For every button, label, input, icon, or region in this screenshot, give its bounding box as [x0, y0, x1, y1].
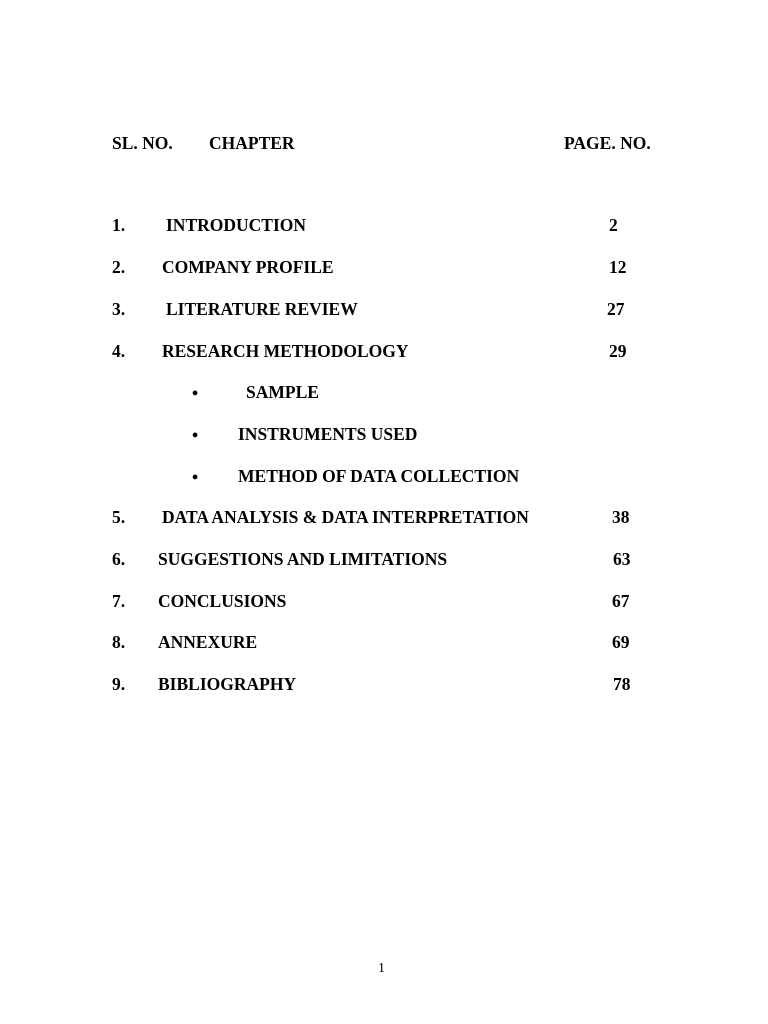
entry-number: 1.: [112, 215, 126, 235]
entry-title: COMPANY PROFILE: [162, 257, 334, 277]
entry-number: 6.: [112, 549, 126, 569]
entry-number: 9.: [112, 674, 126, 694]
entry-number: 7.: [112, 591, 126, 611]
entry-page: 78: [613, 674, 631, 694]
header-sl-no: SL. NO.: [112, 133, 173, 153]
entry-page: 67: [612, 591, 630, 611]
entry-page: 69: [612, 632, 630, 652]
entry-page: 29: [609, 341, 627, 361]
entry-page: 63: [613, 549, 631, 569]
entry-number: 5.: [112, 507, 126, 527]
entry-number: 8.: [112, 632, 126, 652]
entry-title: BIBLIOGRAPHY: [158, 674, 297, 694]
entry-number: 3.: [112, 299, 126, 319]
bullet-icon: •: [192, 383, 199, 403]
entry-page: 38: [612, 507, 630, 527]
entry-page: 2: [609, 215, 618, 235]
entry-title: LITERATURE REVIEW: [166, 299, 358, 319]
entry-page: 12: [609, 257, 627, 277]
subitem-label: SAMPLE: [246, 382, 319, 402]
entry-title: ANNEXURE: [158, 632, 258, 652]
header-chapter: CHAPTER: [209, 133, 295, 153]
subitem-label: INSTRUMENTS USED: [238, 424, 418, 444]
subitem-label: METHOD OF DATA COLLECTION: [238, 466, 520, 486]
header-page-no: PAGE. NO.: [564, 133, 651, 153]
entry-title: SUGGESTIONS AND LIMITATIONS: [158, 549, 448, 569]
entry-title: INTRODUCTION: [166, 215, 307, 235]
entry-title: CONCLUSIONS: [158, 591, 287, 611]
entry-number: 2.: [112, 257, 126, 277]
entry-number: 4.: [112, 341, 126, 361]
entry-title: RESEARCH METHODOLOGY: [162, 341, 409, 361]
entry-page: 27: [607, 299, 625, 319]
footer-page-number: 1: [378, 961, 385, 976]
bullet-icon: •: [192, 425, 199, 445]
entry-title: DATA ANALYSIS & DATA INTERPRETATION: [162, 507, 529, 527]
bullet-icon: •: [192, 467, 199, 487]
